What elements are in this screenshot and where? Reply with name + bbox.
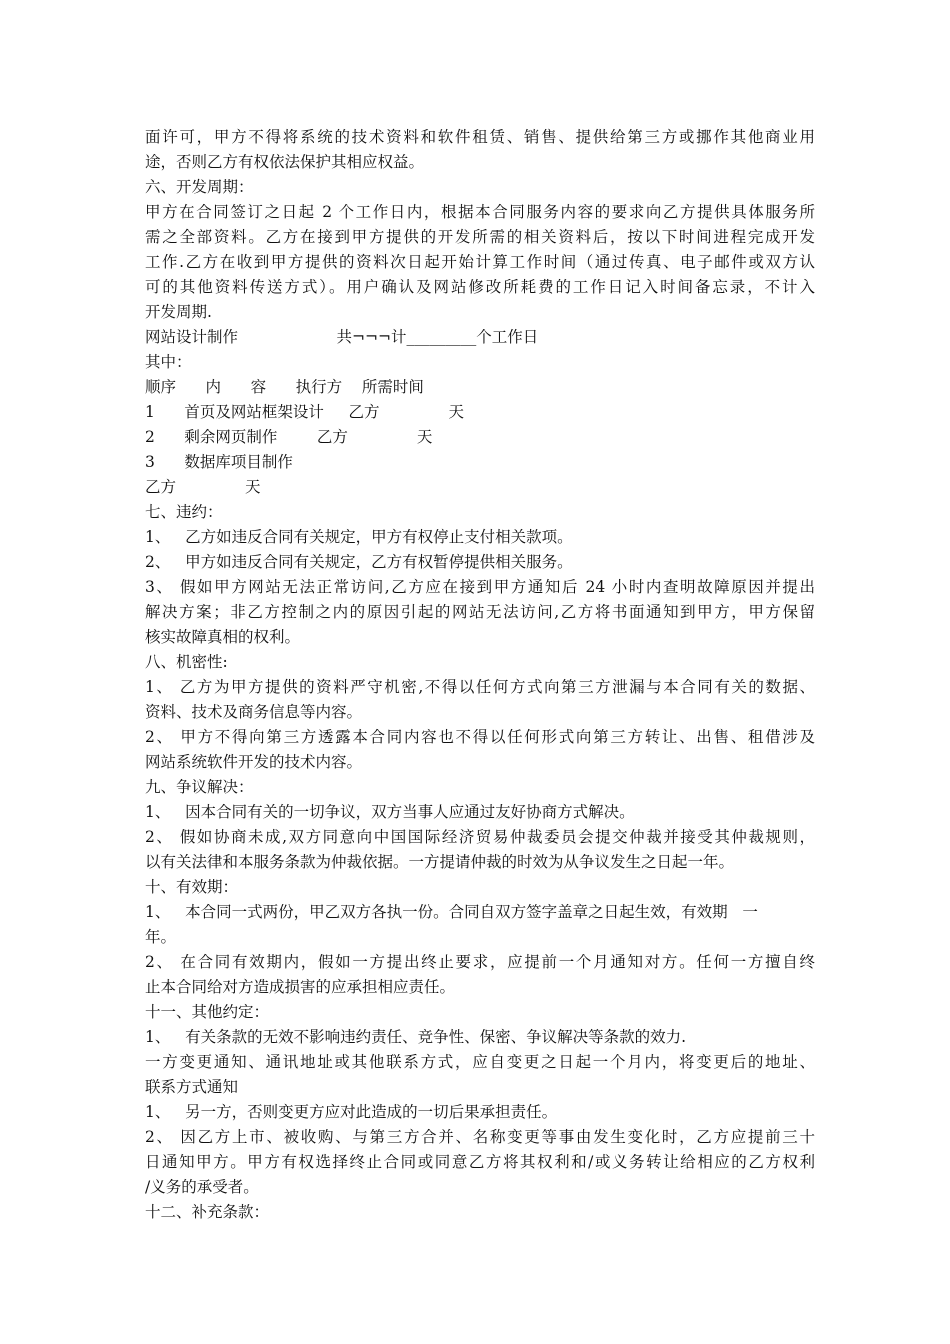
text-line: 乙方 天: [145, 478, 261, 496]
text-line: 网站设计制作 共¬¬¬计_________个工作日: [145, 328, 539, 346]
text-line: 其中：: [145, 353, 192, 371]
text-line: 1 首页及网站框架设计 乙方 天: [145, 403, 465, 421]
text-line: 核实故障真相的权利。: [145, 628, 301, 646]
text-line: 1、 因本合同有关的一切争议，双方当事人应通过友好协商方式解决。: [145, 803, 635, 821]
text-line: 资料、技术及商务信息等内容。: [145, 703, 363, 721]
text-line: 1、 乙方如违反合同有关规定，甲方有权停止支付相关款项。: [145, 528, 573, 546]
text-line: 2、 因乙方上市、被收购、与第三方合并、名称变更等事由发生变化时，乙方应提前三十: [145, 1128, 815, 1146]
text-line: 2、 甲方如违反合同有关规定，乙方有权暂停提供相关服务。: [145, 553, 573, 571]
text-line: 年。: [145, 928, 177, 946]
text-line: 途，否则乙方有权依法保护其相应权益。: [145, 153, 425, 171]
text-line: 可的其他资料传送方式）。用户确认及网站修改所耗费的工作日记入时间备忘录，不计入: [145, 278, 815, 296]
text-line: 2、 甲方不得向第三方透露本合同内容也不得以任何形式向第三方转让、出售、租借涉及: [145, 728, 815, 746]
text-line: 七、违约：: [145, 503, 223, 521]
text-line: 1、 乙方为甲方提供的资料严守机密,不得以任何方式向第三方泄漏与本合同有关的数据、: [145, 678, 815, 696]
text-line: 3 数据库项目制作: [145, 453, 293, 471]
text-line: 工作.乙方在收到甲方提供的资料次日起开始计算工作时间（通过传真、电子邮件或双方认: [145, 253, 815, 271]
text-line: 十一、其他约定：: [145, 1003, 270, 1021]
text-line: 止本合同给对方造成损害的应承担相应责任。: [145, 978, 456, 996]
text-line: 日通知甲方。甲方有权选择终止合同或同意乙方将其权利和/或义务转让给相应的乙方权利: [145, 1153, 815, 1171]
contract-body: [145, 125, 815, 1225]
text-line: 九、争议解决：: [145, 778, 254, 796]
text-line: /义务的承受者。: [145, 1178, 259, 1196]
text-line: 六、开发周期：: [145, 178, 254, 196]
text-line: 面许可，甲方不得将系统的技术资料和软件租赁、销售、提供给第三方或挪作其他商业用: [145, 128, 815, 146]
text-line: 解决方案；非乙方控制之内的原因引起的网站无法访问,乙方将书面通知到甲方，甲方保留: [145, 603, 815, 621]
text-line: 3、 假如甲方网站无法正常访问,乙方应在接到甲方通知后 24 小时内查明故障原因并提出: [145, 578, 815, 596]
text-line: 2、 在合同有效期内，假如一方提出终止要求，应提前一个月通知对方。任何一方擅自终: [145, 953, 815, 971]
text-line: 2、 假如协商未成,双方同意向中国国际经济贸易仲裁委员会提交仲裁并接受其仲裁规则，: [145, 828, 815, 846]
text-line: 十、有效期：: [145, 878, 239, 896]
text-line: 需之全部资料。乙方在接到甲方提供的开发所需的相关资料后，按以下时间进程完成开发: [145, 228, 815, 246]
text-line: 顺序 内 容 执行方 所需时间: [145, 378, 424, 396]
text-line: 一方变更通知、通讯地址或其他联系方式，应自变更之日起一个月内，将变更后的地址、: [145, 1053, 815, 1071]
text-line: 1、 有关条款的无效不影响违约责任、竞争性、保密、争议解决等条款的效力.: [145, 1028, 687, 1046]
text-line: 以有关法律和本服务条款为仲裁依据。一方提请仲裁的时效为从争议发生之日起一年。: [145, 853, 735, 871]
text-line: 开发周期.: [145, 303, 212, 321]
text-line: 十二、补充条款：: [145, 1203, 270, 1221]
text-line: 八、机密性:: [145, 653, 228, 671]
text-line: 网站系统软件开发的技术内容。: [145, 753, 363, 771]
text-line: 1、 另一方，否则变更方应对此造成的一切后果承担责任。: [145, 1103, 558, 1121]
text-line: 联系方式通知: [145, 1078, 239, 1096]
text-line: 甲方在合同签订之日起 2 个工作日内，根据本合同服务内容的要求向乙方提供具体服务所: [145, 203, 815, 221]
text-line: 1、 本合同一式两份，甲乙双方各执一份。合同自双方签字盖章之日起生效，有效期 一: [145, 903, 758, 921]
text-line: 2 剩余网页制作 乙方 天: [145, 428, 433, 446]
